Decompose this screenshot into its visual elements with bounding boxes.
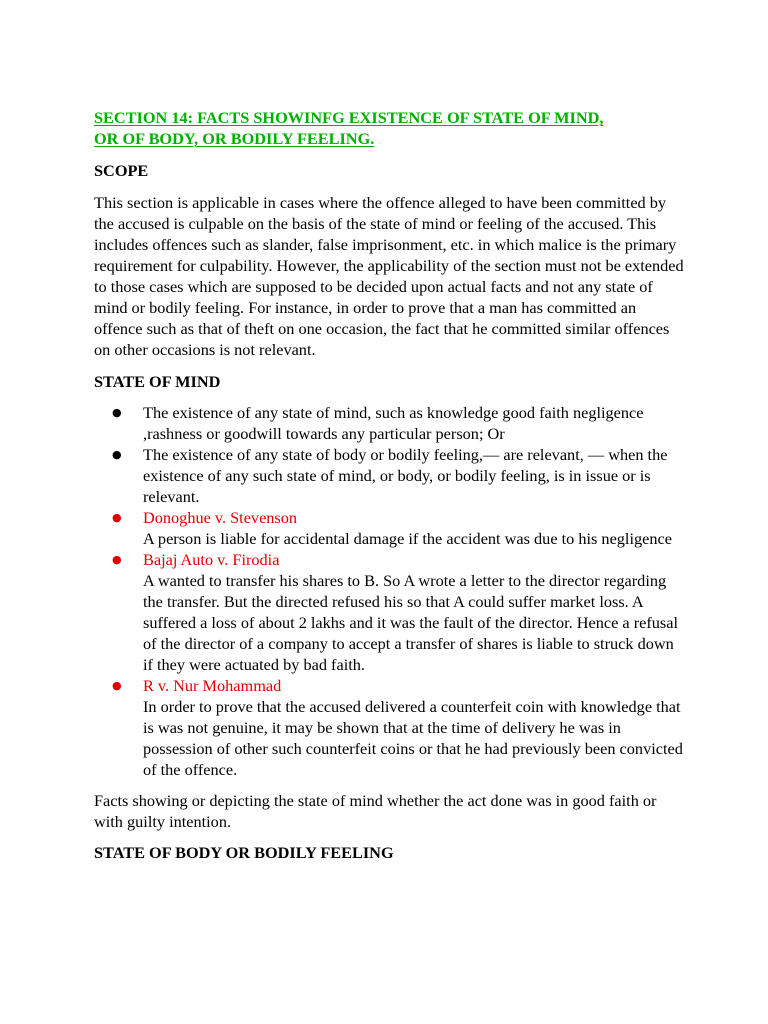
list-item-text: The existence of any state of body or bodily feeling,— are relevant, — when the existence of any such state of mind, or body, or bodily feeling, is in issue or is relevant. bbox=[143, 445, 668, 506]
facts-paragraph: Facts showing or depicting the state of mind whether the act done was in good faith or with guilty intention. bbox=[94, 791, 657, 831]
bullet-icon: ● bbox=[112, 679, 122, 692]
bullet-icon: ● bbox=[112, 553, 122, 566]
list-item-text: The existence of any state of mind, such as knowledge good faith negligence ,rashness or goodwill towards any particular person; Or bbox=[143, 403, 644, 443]
list-item bbox=[94, 444, 684, 507]
section-title-line-1: SECTION 14: FACTS SHOWINFG EXISTENCE OF STATE OF MIND, bbox=[94, 108, 604, 127]
bullet-icon: ● bbox=[112, 511, 122, 524]
section-title-line-2: OR OF BODY, OR BODILY FEELING. bbox=[94, 129, 375, 148]
case-description: A wanted to transfer his shares to B. So A wrote a letter to the director regarding the transfer. But the directed refused his so that A could suffer market loss. A suffered a loss of about 2 lakhs and it was the fault of the director. Hence a refusal of the director of a company to accept a transfer of shares is liable to struck down if they were actuated by bad faith. bbox=[143, 571, 678, 674]
bullet-icon: ● bbox=[112, 448, 122, 461]
case-item bbox=[94, 507, 684, 549]
document-content bbox=[94, 107, 684, 863]
state-of-mind-list bbox=[94, 402, 684, 780]
state-of-mind-heading: STATE OF MIND bbox=[94, 372, 221, 391]
state-of-body-heading: STATE OF BODY OR BODILY FEELING bbox=[94, 843, 394, 862]
case-item bbox=[94, 549, 684, 675]
case-name: Donoghue v. Stevenson bbox=[143, 508, 298, 527]
case-item bbox=[94, 675, 684, 780]
scope-paragraph: This section is applicable in cases where the offence alleged to have been committed by the accused is culpable on the basis of the state of mind or feeling of the accused. This includes offences such as slander, false imprisonment, etc. in which malice is the primary requirement for culpability. However, the applicability of the section must not be extended to those cases which are supposed to be decided upon actual facts and not any state of mind or bodily feeling. For instance, in order to prove that a man has committed an offence such as that of theft on one occasion, the fact that he committed similar offences on other occasions is not relevant. bbox=[94, 193, 684, 359]
case-name: Bajaj Auto v. Firodia bbox=[143, 550, 280, 569]
case-description: In order to prove that the accused delivered a counterfeit coin with knowledge that is was not genuine, it may be shown that at the time of delivery he was in possession of other such counterfeit coins or that he had previously been convicted of the offence. bbox=[143, 697, 683, 779]
case-name: R v. Nur Mohammad bbox=[143, 676, 282, 695]
case-description: A person is liable for accidental damage if the accident was due to his negligence bbox=[143, 529, 672, 548]
bullet-icon: ● bbox=[112, 406, 122, 419]
section-title bbox=[94, 107, 684, 149]
scope-heading: SCOPE bbox=[94, 161, 149, 180]
list-item bbox=[94, 402, 684, 444]
